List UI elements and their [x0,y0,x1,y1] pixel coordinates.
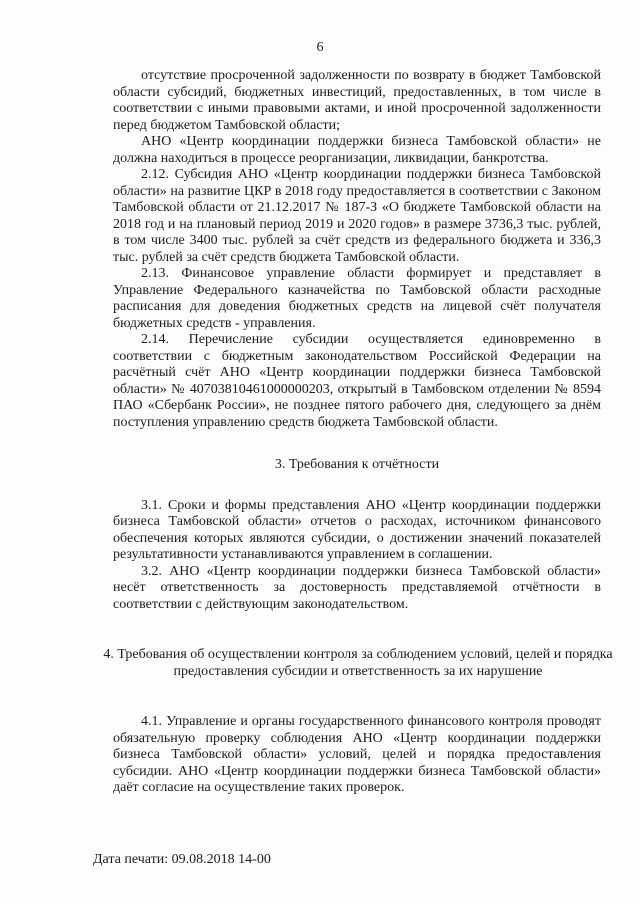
paragraph-no-arrears: отсутствие просроченной задолженности по возврату в бюджет Тамбовской области субсидий, бюджетных инвестиций, предоставленных, в том числе в соответствии с иными правовыми актами, и иной просроченной задолженности перед бюджетом Тамбовской области; [113,68,601,133]
paragraph-3-2: 3.2. АНО «Центр координации поддержки бизнеса Тамбовской области» несёт ответственность за достоверность представляемой отчётности в соответствии с действующим законодательством. [113,563,601,612]
section-3-heading: 3. Требования к отчётности [274,457,440,472]
paragraph-2-13: 2.13. Финансовое управление области формирует и представляет в Управление Федерального казначейства по Тамбовской области расходные расписания для доведения бюджетных средств на лицевой счёт получателя бюджетных средств - управления. [113,266,601,331]
paragraph-no-reorganization: АНО «Центр координации поддержки бизнеса Тамбовской области» не должна находиться в процессе реорганизации, ликвидации, банкротства. [113,134,601,166]
page-number: 6 [316,40,324,55]
section-4-heading: 4. Требования об осуществлении контроля за соблюдением условий, целей и порядка предоставления субсидии и ответственность за их нарушение [103,647,613,679]
paragraph-3-1: 3.1. Сроки и формы представления АНО «Центр координации поддержки бизнеса Тамбовской области» отчетов о расходах, источником финансового обеспечения которых являются субсидии, о достижении значений показателей результативности устанавливаются управлением в соглашении. [113,497,601,562]
paragraph-2-14: 2.14. Перечисление субсидии осуществляется единовременно в соответствии с бюджетным законодательством Российской Федерации на расчётный счёт АНО «Центр координации поддержки бизнеса Тамбовской области» № 40703810461000000203, открытый в Тамбовском отделении № 8594 ПАО «Сбербанк России», не позднее пятого рабочего дня, следующего за днём поступления управлению средств бюджета Тамбовской области. [113,332,601,430]
document-body [103,68,613,797]
paragraph-2-12: 2.12. Субсидия АНО «Центр координации поддержки бизнеса Тамбовской области» на развитие ЦКР в 2018 году предоставляется в соответствии с Законом Тамбовской области от 21.12.2017 № 187-З «О бюджете Тамбовской области на 2018 год и на плановый период 2019 и 2020 годов» в размере 3736,3 тыс. рублей, в том числе 3400 тыс. рублей за счёт средств из федерального бюджета и 336,3 тыс. рублей за счёт средств бюджета Тамбовской области. [113,167,601,265]
print-date-footer: Дата печати: 09.08.2018 14-00 [93,852,271,867]
paragraph-4-1: 4.1. Управление и органы государственного финансового контроля проводят обязательную проверку соблюдения АНО «Центр координации поддержки бизнеса Тамбовской области» условий, целей и порядка предоставления субсидии. АНО «Центр координации поддержки бизнеса Тамбовской области» даёт согласие на осуществление таких проверок. [113,714,601,795]
